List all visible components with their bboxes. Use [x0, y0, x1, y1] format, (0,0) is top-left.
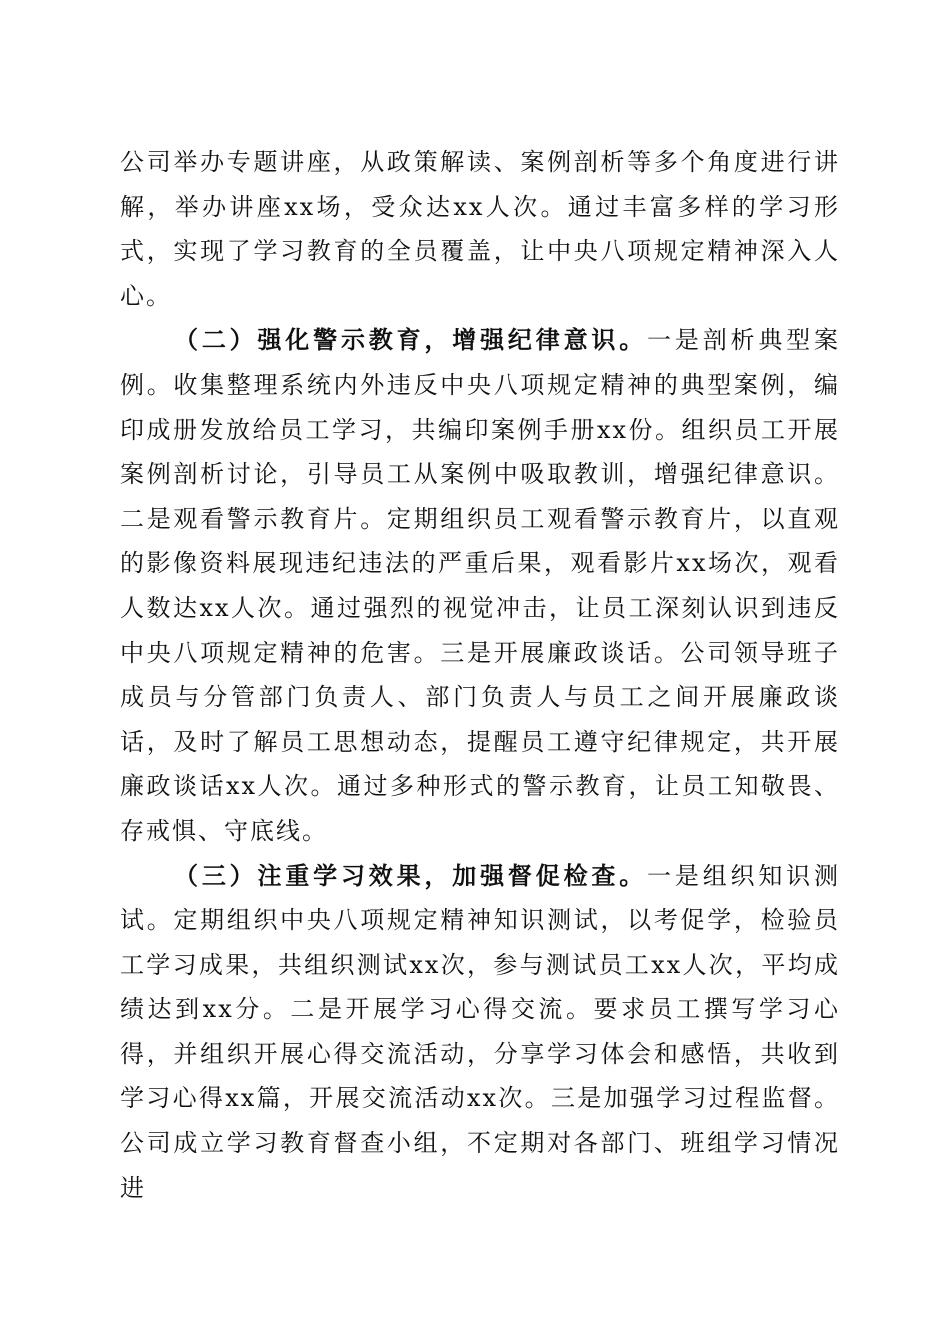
paragraph-text: 一是剖析典型案例。收集整理系统内外违反中央八项规定精神的典型案例，编印成册发放给员工学习，共编印案例手册xx份。组织员工开展案例剖析讨论，引导员工从案例中吸取教训，增强纪律意识。二是观看警示教育片。定期组织员工观看警示教育片，以直观的影像资料展现违纪违法的严重后果，观看影片xx场次，观看人数达xx人次。通过强烈的视觉冲击，让员工深刻认识到违反中央八项规定精神的危害。三是开展廉政谈话。公司领导班子成员与分管部门负责人、部门负责人与员工之间开展廉政谈话，及时了解员工思想动态，提醒员工遵守纪律规定，共开展廉政谈话xx人次。通过多种形式的警示教育，让员工知敬畏、存戒惧、守底线。 [120, 326, 841, 845]
document-body [120, 140, 840, 1210]
paragraph-warning-education [120, 318, 840, 853]
section-heading-2: （二）强化警示教育，增强纪律意识。 [174, 325, 648, 355]
paragraph-text: 公司举办专题讲座，从政策解读、案例剖析等多个角度进行讲解，举办讲座xx场，受众达xx人次。通过丰富多样的学习形式，实现了学习教育的全员覆盖，让中央八项规定精神深入人心。 [120, 148, 840, 310]
paragraph-continuation [120, 140, 840, 318]
section-heading-3: （三）注重学习效果，加强督促检查。 [174, 860, 648, 890]
paragraph-text: 一是组织知识测试。定期组织中央八项规定精神知识测试，以考促学，检验员工学习成果，共组织测试xx次，参与测试员工xx人次，平均成绩达到xx分。二是开展学习心得交流。要求员工撰写学习心得，并组织开展心得交流活动，分享学习体会和感悟，共收到学习心得xx篇，开展交流活动xx次。三是加强学习过程监督。公司成立学习教育督查小组，不定期对各部门、班组学习情况进 [120, 861, 841, 1202]
paragraph-learning-effect [120, 854, 840, 1211]
